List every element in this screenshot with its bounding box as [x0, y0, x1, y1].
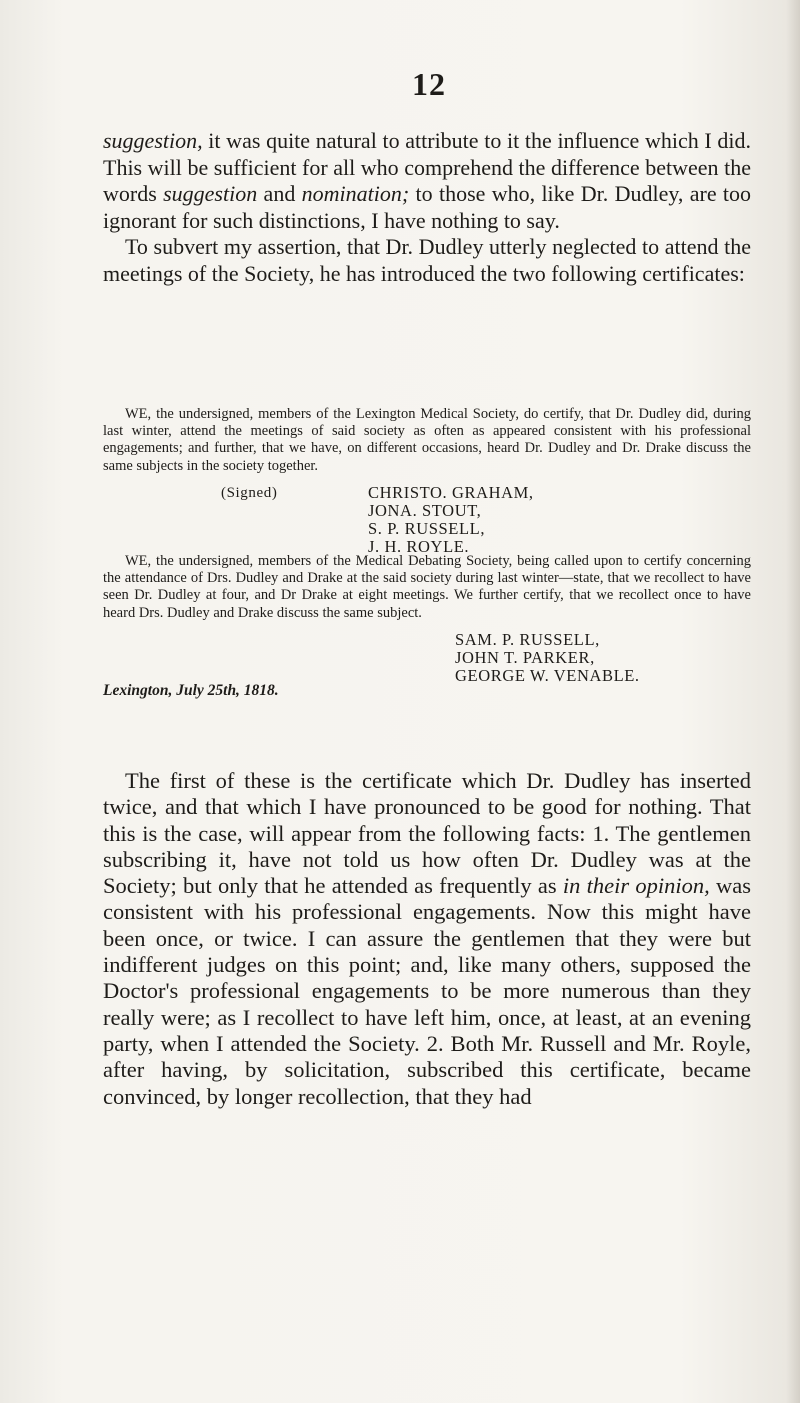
signer-name: J. H. ROYLE. — [368, 537, 470, 556]
paragraph-text: to those who, like Dr. Dudley, are too ignorant for such distinctions, I have nothing to say. — [103, 181, 752, 233]
page-edge-shadow — [786, 0, 800, 1403]
paragraph-suggestion — [103, 128, 751, 234]
certificate-medical-debating-society — [103, 553, 751, 622]
paragraph-text: and — [257, 181, 302, 206]
opening-text — [103, 128, 751, 287]
signer-name: SAM. P. RUSSELL, — [455, 630, 600, 649]
emphasis-nomination: nomination; — [301, 181, 410, 206]
dateline: Lexington, July 25th, 1818. — [103, 682, 279, 699]
paragraph-first-certificate — [103, 768, 751, 1110]
closing-text — [103, 768, 751, 1110]
signer-name: JONA. STOUT, — [368, 501, 482, 520]
paragraph-text: was consistent with his professional engagements. Now this might have been once, or twice. I can assure the gentlemen that they were but indifferent judges on this point; and, like many others, supposed the Doctor's professional engagements to be more numerous than they really were; as I recollect to have left him, once, at least, at an evening party, when I attended the Society. 2. Both Mr. Russell and Mr. Royle, after having, by solicitation, subscribed this certificate, became convinced, by longer recollection, that they had — [103, 873, 751, 1109]
paragraph-text: The first of these is the certificate which Dr. Dudley has inserted twice, and that which I have pronounced to be good for nothing. That this is the case, will appear from the following facts: 1. The gentlemen subscribing it, have not told us how often Dr. Dudley was at the Society; but only that he attended as frequently as — [103, 768, 751, 899]
signer-name: GEORGE W. VENABLE. — [455, 666, 640, 685]
certificate-text: WE, the undersigned, members of the Lexington Medical Society, do certify, that Dr. Dudley did, during last winter, attend the meetings of said society as often as appeared consistent with his professional engagements; and further, that we have, on different occasions, heard Dr. Dudley and Dr. Drake discuss the same subjects in the society together. — [103, 406, 751, 474]
paragraph-subvert: To subvert my assertion, that Dr. Dudley utterly neglected to attend the meetings of the Society, he has introduced the two following certificates: — [103, 234, 751, 286]
paragraph-text: it was quite natural to attribute to it the influence which I did. This will be sufficient for all who comprehend the difference between the words — [103, 128, 751, 206]
emphasis-suggestion: suggestion, — [103, 128, 203, 153]
certificate2-signatures — [455, 631, 640, 685]
emphasis-suggestion-2: suggestion — [163, 181, 258, 206]
certificate-lexington-medical-society — [103, 406, 751, 475]
signer-name: JOHN T. PARKER, — [455, 648, 595, 667]
page-number: 12 — [412, 66, 446, 102]
signer-name: S. P. RUSSELL, — [368, 519, 486, 538]
emphasis-in-their-opinion: in their opinion, — [562, 873, 710, 899]
signer-name: CHRISTO. GRAHAM, — [368, 483, 534, 502]
certificate1-signatures — [368, 484, 534, 556]
certificate-text: WE, the undersigned, members of the Medical Debating Society, being called upon to certify concerning the attendance of Drs. Dudley and Drake at the said society during last winter—state, that we recollect to have seen Dr. Dudley at four, and Dr Drake at eight meetings. We further certify, that we recollect once to have heard Drs. Dudley and Drake discuss the same subject. — [103, 553, 751, 621]
signed-label: (Signed) — [221, 485, 278, 501]
